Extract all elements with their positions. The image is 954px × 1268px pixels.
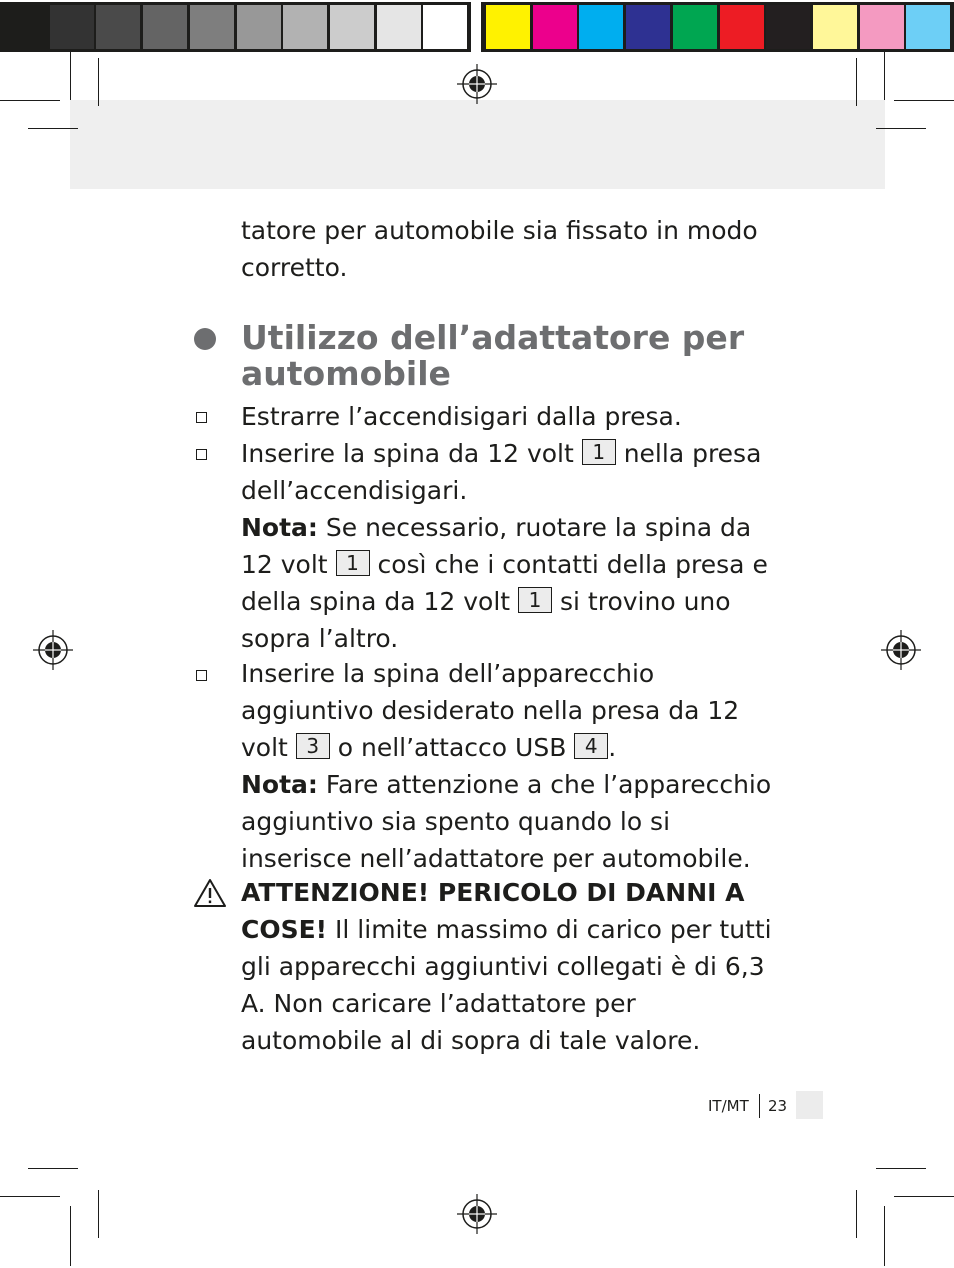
gray-swatch [283, 5, 327, 49]
crop-mark [894, 1196, 954, 1197]
warning-block [241, 874, 781, 1059]
step-1 [241, 398, 781, 435]
gray-swatch [50, 5, 94, 49]
gray-swatch [96, 5, 140, 49]
checkbox-bullet-icon [196, 412, 207, 423]
registration-mark-icon [457, 1194, 497, 1234]
registration-mark-icon [33, 630, 73, 670]
note-text: Fare attenzione a che l’apparecchio aggiuntivo sia spento quando lo si inserisce nell’adattatore per automobile. [241, 770, 772, 873]
crop-mark [98, 1190, 99, 1238]
page-number: 23 [768, 1097, 788, 1115]
step-1-text: Estrarre l’accendisigari dalla presa. [241, 402, 682, 431]
crop-mark [70, 52, 71, 100]
gray-swatch [330, 5, 374, 49]
crop-mark [856, 58, 857, 106]
checkbox-bullet-icon [196, 670, 207, 681]
crop-mark [98, 58, 99, 106]
step-2-text: nella presa dell’accendisigari. [241, 439, 762, 505]
ref-number: 3 [296, 733, 330, 759]
note-label: Nota: [241, 770, 318, 799]
crop-mark [876, 1168, 926, 1169]
note-text: si trovino uno sopra l’altro. [241, 587, 731, 653]
ref-number: 1 [518, 587, 552, 613]
step-2-text: Inserire la spina da 12 volt [241, 439, 582, 468]
step-3-text: o nell’attacco USB [329, 733, 575, 762]
print-color-bar [0, 2, 954, 50]
footer-language: IT/MT [708, 1097, 749, 1115]
gray-swatch [3, 5, 47, 49]
crop-mark [0, 100, 60, 101]
intro-text: tatore per automobile sia fissato in modo corretto. [241, 216, 758, 282]
crop-mark [856, 1190, 857, 1238]
note-label: Nota: [241, 513, 318, 542]
color-swatch [486, 5, 530, 49]
crop-mark [28, 128, 78, 129]
color-swatch [906, 5, 950, 49]
crop-mark [0, 1196, 60, 1197]
color-swatch [813, 5, 857, 49]
gray-swatch [190, 5, 234, 49]
ref-number: 4 [574, 733, 608, 759]
warning-triangle-icon [193, 878, 227, 908]
color-swatch [579, 5, 623, 49]
ref-number: 1 [582, 439, 616, 465]
footer-divider [759, 1094, 760, 1118]
step-3-text: . [608, 733, 617, 762]
color-swatch [673, 5, 717, 49]
checkbox-bullet-icon [196, 449, 207, 460]
crop-mark [884, 1206, 885, 1266]
section-title: Utilizzo dell’adattatore per automobile [241, 318, 745, 393]
registration-mark-icon [881, 630, 921, 670]
crop-mark [894, 100, 954, 101]
header-band [70, 100, 885, 189]
gray-swatch [377, 5, 421, 49]
ref-number: 1 [336, 550, 370, 576]
footer-tab [796, 1091, 823, 1119]
step-2 [241, 435, 781, 657]
intro-paragraph [241, 212, 781, 286]
step-3-text: Inserire la spina dell’apparecchio aggiuntivo desiderato nella presa da 12 volt [241, 659, 740, 762]
step-3 [241, 655, 781, 877]
color-swatch [533, 5, 577, 49]
note-text: così che i contatti della presa e della spina da 12 volt [241, 550, 768, 616]
warning-label: ATTENZIONE! PERICOLO DI DANNI A COSE! [241, 878, 745, 944]
gray-swatch [423, 5, 467, 49]
color-swatch [626, 5, 670, 49]
gray-swatch [143, 5, 187, 49]
crop-mark [884, 52, 885, 100]
note-text: Se necessario, ruotare la spina da 12 volt [241, 513, 752, 579]
crop-mark [876, 128, 926, 129]
warning-text: Il limite massimo di carico per tutti gli apparecchi aggiuntivi collegati è di 6,3 A. Non caricare l’adattatore per automobile al di sopra di tale valore. [241, 915, 772, 1055]
registration-mark-icon [457, 64, 497, 104]
color-swatch [766, 5, 810, 49]
crop-mark [28, 1168, 78, 1169]
section-bullet-icon [194, 328, 216, 350]
color-swatch [720, 5, 764, 49]
gray-swatch [237, 5, 281, 49]
crop-mark [70, 1206, 71, 1266]
color-swatch [860, 5, 904, 49]
